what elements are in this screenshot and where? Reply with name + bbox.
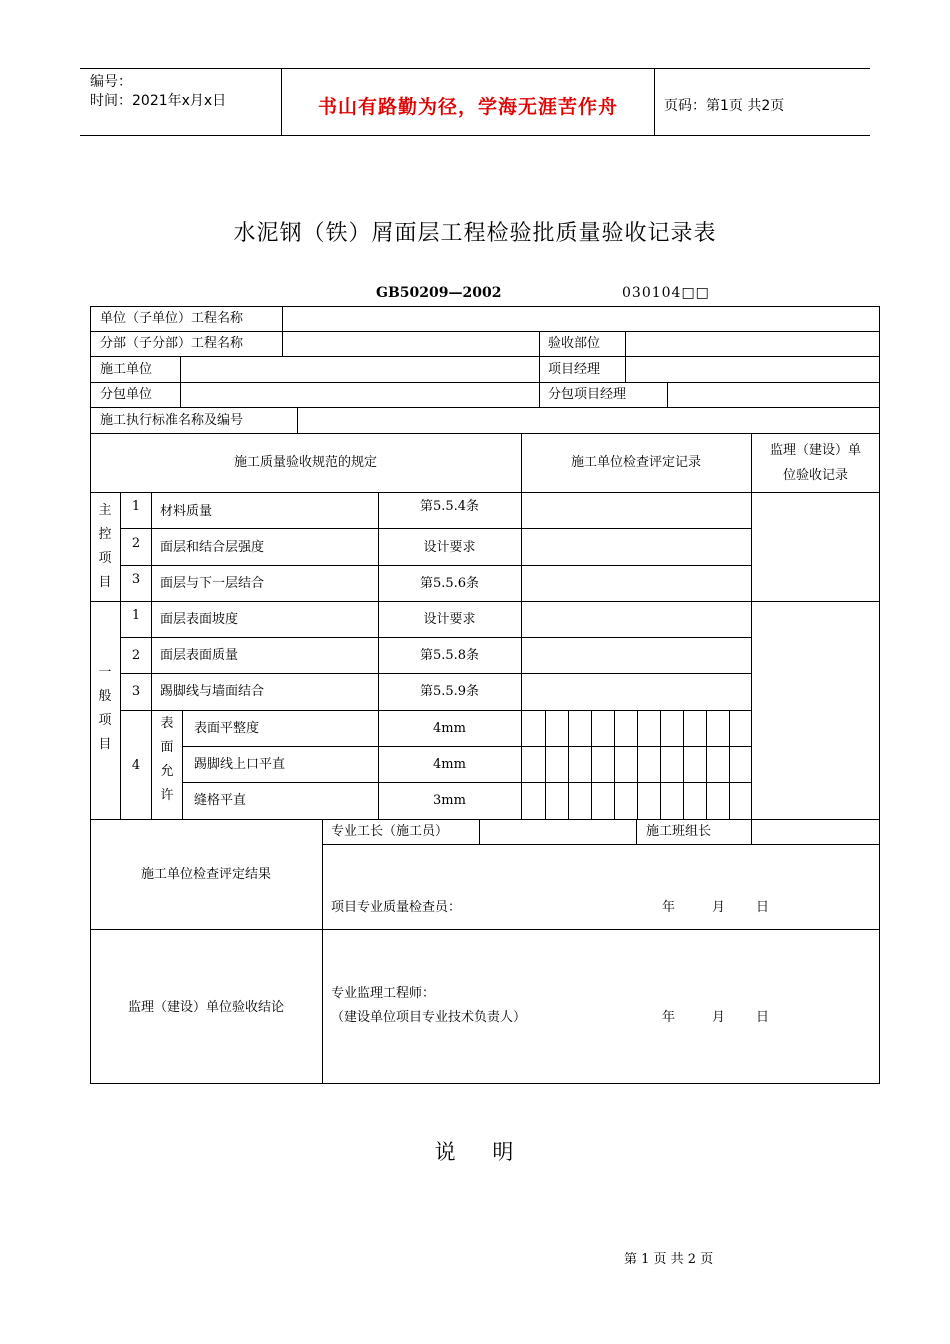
tolerance-item-1-value: 4mm [433, 721, 466, 736]
tolerance-item-1-name: 表面平整度 [194, 721, 260, 736]
result-label: 施工单位检查评定结果 [140, 867, 271, 882]
tolerance-item-3-value: 3mm [433, 793, 466, 808]
general-item-3-req: 第5.5.9条 [419, 684, 480, 699]
label-sub-project: 分部（子分部）工程名称 [100, 336, 244, 351]
tech-lead-label: （建设单位项目专业技术负责人） [331, 1010, 527, 1025]
tolerance-label: 表 面 允 许 [160, 716, 174, 803]
main-group-label: 主 控 项 目 [98, 503, 112, 590]
label-accept-part: 验收部位 [548, 336, 601, 351]
motto-text: 书山有路勤为径，学海无涯苦作舟 [317, 96, 618, 118]
explanation-heading: 说 明 [434, 1140, 516, 1164]
foreman-label: 专业工长（施工员） [331, 824, 449, 839]
tolerance-item-2-name: 踢脚线上口平直 [194, 757, 286, 772]
general-item-1-req: 设计要求 [423, 612, 476, 627]
general-item-2-name: 面层表面质量 [160, 648, 239, 663]
header-divider [654, 68, 655, 136]
conclusion-label: 监理（建设）单位验收结论 [127, 1000, 284, 1015]
label-unit-project: 单位（子单位）工程名称 [100, 311, 244, 326]
time-label: 时间：2021年x月x日 [90, 93, 227, 109]
conclusion-month: 月 [712, 1010, 726, 1025]
page-footer: 第 1 页 共 2 页 [624, 1252, 714, 1267]
main-item-2-no: 2 [131, 536, 141, 551]
header-supervisor-line2: 位验收记录 [782, 468, 848, 483]
main-item-1-no: 1 [131, 499, 141, 514]
general-item-2-no: 2 [131, 648, 141, 663]
general-group-label: 一 般 项 目 [98, 665, 112, 752]
main-item-3-no: 3 [131, 572, 141, 587]
label-standard-name: 施工执行标准名称及编号 [100, 413, 244, 428]
number-label: 编号： [90, 74, 132, 90]
general-item-1-no: 1 [131, 608, 141, 623]
label-sub-manager: 分包项目经理 [548, 387, 627, 402]
general-item-2-req: 第5.5.8条 [419, 648, 480, 663]
inspector-label: 项目专业质量检查员： [331, 900, 462, 915]
header-top-rule [80, 68, 870, 69]
label-project-manager: 项目经理 [548, 362, 601, 377]
header-bottom-rule [80, 135, 870, 136]
result-month: 月 [712, 900, 726, 915]
page-label: 页码：第1页 共2页 [664, 98, 785, 114]
tolerance-no: 4 [131, 758, 141, 773]
main-item-2-req: 设计要求 [423, 540, 476, 555]
general-item-1-name: 面层表面坡度 [160, 612, 239, 627]
engineer-label: 专业监理工程师： [331, 986, 436, 1001]
standard-number: GB50209—2002 [376, 285, 502, 301]
team-leader-label: 施工班组长 [646, 824, 712, 839]
header-check: 施工单位检查评定记录 [570, 455, 701, 470]
main-item-2-name: 面层和结合层强度 [160, 540, 265, 555]
conclusion-day: 日 [756, 1010, 770, 1025]
tolerance-item-3-name: 缝格平直 [194, 793, 247, 808]
inspection-table [90, 306, 880, 1084]
result-year: 年 [662, 900, 676, 915]
form-code: 030104□□ [622, 285, 710, 301]
general-item-3-name: 踢脚线与墙面结合 [160, 684, 265, 699]
main-item-1-name: 材料质量 [160, 504, 213, 519]
main-item-3-req: 第5.5.6条 [419, 576, 480, 591]
result-day: 日 [756, 900, 770, 915]
header-spec: 施工质量验收规范的规定 [233, 455, 377, 470]
general-item-3-no: 3 [131, 684, 141, 699]
header-supervisor-line1: 监理（建设）单 [769, 443, 861, 458]
main-item-3-name: 面层与下一层结合 [160, 576, 265, 591]
main-item-1-req: 第5.5.4条 [419, 499, 480, 514]
conclusion-year: 年 [662, 1010, 676, 1025]
tolerance-item-2-value: 4mm [433, 757, 466, 772]
label-subcontractor: 分包单位 [100, 387, 153, 402]
label-contractor: 施工单位 [100, 362, 153, 377]
page-title: 水泥钢（铁）屑面层工程检验批质量验收记录表 [233, 221, 717, 246]
